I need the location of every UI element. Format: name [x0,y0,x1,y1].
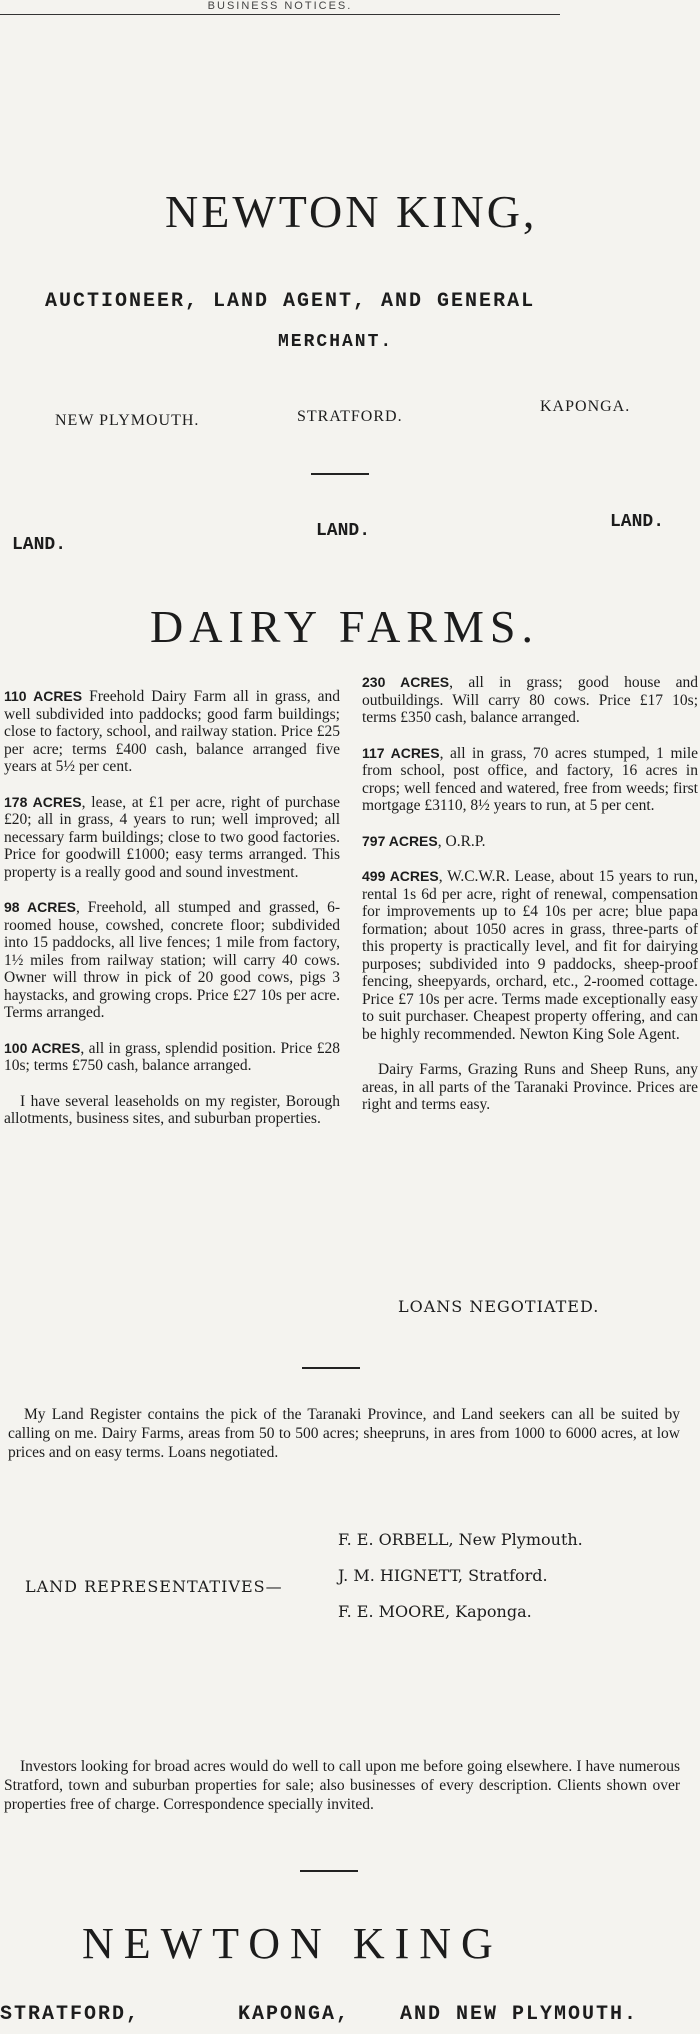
land-register-paragraph: My Land Register contains the pick of the Taranaki Province, and Land seekers can all be suited by calling on me. Dairy Farms, areas from 50 to 500 acres; sheepruns, in ares from 1000 to 6000 acres, at low prices and on easy terms. Loans negotiated. [8,1406,680,1461]
listing-230-acres: 230 ACRES, all in grass; good house and outbuildings. Will carry 80 cows. Price £17 10s; terms £350 cash, balance arranged. [362,674,698,726]
representative-hignett: J. M. HIGNETT, Stratford. [338,1566,548,1585]
listing-178-acres: 178 ACRES, lease, at £1 per acre, right of purchase £20; all in grass, 4 years to run; well improved; all necessary farm buildings; close to two good factories. Price for goodwill £1000; easy terms arranged. This property is a really good and sound investment. [4,793,340,881]
right-column [362,674,698,1132]
footer-location-new-plymouth: AND NEW PLYMOUTH. [400,2003,639,2026]
divider-rule [311,473,369,475]
listing-499-acres: 499 ACRES, W.C.W.R. Lease, about 15 years to run, rental 1s 6d per acre, right of renewal, compensation for improvements up to £4 10s per acre; blue papa formation; about 1050 acres in grass, three-parts of this property is practically level, and fit for dairying purposes; subdivided into 9 paddocks, sheep-proof fencing, sheepyards, orchard, etc., 2-roomed cottage. Price £7 10s per acre. Terms made exceptionally easy to suit purchaser. Cheapest property offering, and can be highly recommended. Newton King Sole Agent. [362,868,698,1043]
land-heading-center: LAND. [316,521,371,541]
listing-110-acres: 110 ACRES Freehold Dairy Farm all in grass, and well subdivided into paddocks; good farm buildings; close to factory, school, and railway station. Price £25 per acre; terms £400 cash, balance arranged five years at 5½ per cent. [4,688,340,775]
divider-rule-3 [300,1870,358,1872]
footer-newton-king: NEWTON KING [82,1919,503,1968]
footer-location-stratford: STRATFORD, [0,2003,141,2026]
representative-orbell: F. E. ORBELL, New Plymouth. [338,1530,583,1549]
representative-moore: F. E. MOORE, Kaponga. [338,1602,532,1621]
masthead-name: NEWTON KING, [165,186,538,237]
listing-797-acres: 797 ACRES, O.R.P. [362,832,486,850]
listing-117-acres: 117 ACRES, all in grass, 70 acres stumped, 1 mile from school, post office, and factory, 16 acres in crops; well fenced and watered, free from weeds; first mortgage £3110, 8½ years to run, at 5 per cent. [362,744,699,814]
dairy-farms-title: DAIRY FARMS. [150,601,539,652]
location-kaponga: KAPONGA. [540,398,631,415]
masthead-subtitle-line1: AUCTIONEER, LAND AGENT, AND GENERAL [45,290,536,313]
leaseholds-note: I have several leaseholds on my register, Borough allotments, business sites, and suburban properties. [4,1092,340,1127]
land-representatives-label: LAND REPRESENTATIVES— [25,1577,283,1596]
land-heading-left: LAND. [12,535,67,555]
listing-98-acres: 98 ACRES, Freehold, all stumped and grassed, 6-roomed house, cowshed, concrete floor; subdivided into 15 paddocks, all live fences; 1 mile from factory, 1½ miles from railway station; will carry 40 cows. Owner will throw in pick of 20 good cows, pigs 3 haystacks, and growing crops. Price £27 10s per acre. Terms arranged. [4,899,341,1021]
investors-paragraph: Investors looking for broad acres would do well to call upon me before going elsewhere. I have numerous Stratford, town and suburban properties for sale; also businesses of every description. Clients shown over properties free of charge. Correspondence specially invited. [4,1758,680,1813]
left-column [4,688,340,1146]
listing-100-acres: 100 ACRES, all in grass, splendid position. Price £28 10s; terms £750 cash, balance arranged. [4,1039,340,1074]
runs-note: Dairy Farms, Grazing Runs and Sheep Runs, any areas, in all parts of the Taranaki Province. Prices are right and terms easy. [362,1061,698,1113]
masthead-subtitle-line2: MERCHANT. [278,332,394,352]
location-stratford: STRATFORD. [297,408,403,425]
loans-negotiated: LOANS NEGOTIATED. [398,1297,600,1316]
land-heading-right: LAND. [610,512,665,532]
footer-location-kaponga: KAPONGA, [238,2003,351,2026]
divider-rule-2 [302,1367,360,1369]
location-new-plymouth: NEW PLYMOUTH. [55,412,200,429]
business-notices-header: BUSINESS NOTICES. [0,0,560,15]
